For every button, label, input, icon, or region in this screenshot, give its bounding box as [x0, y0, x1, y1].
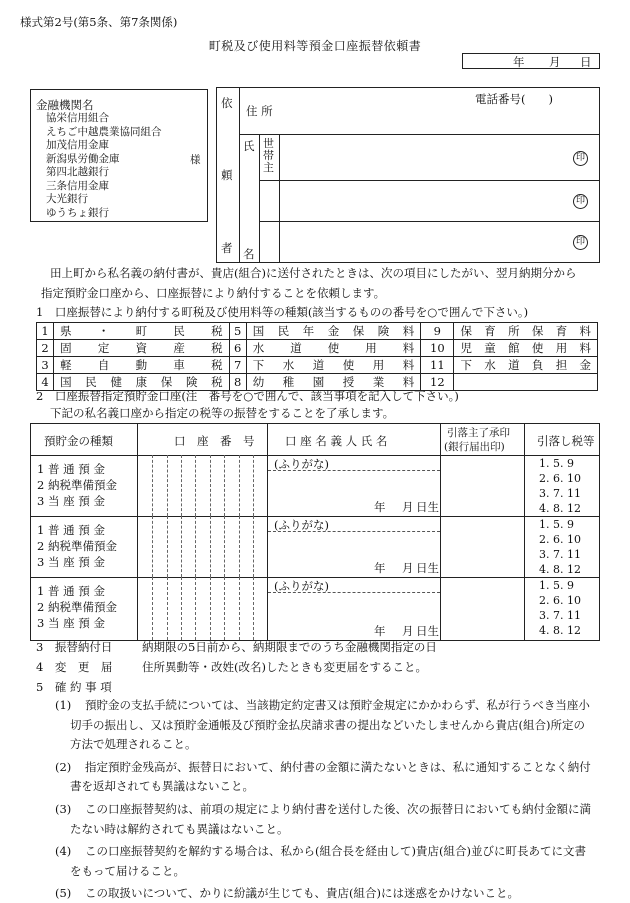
phone-label: 電話番号( )	[475, 92, 553, 106]
bank-name-box[interactable]	[30, 89, 208, 222]
clause-line: 書を返却されても異議はないこと。	[70, 779, 254, 794]
intro-line-2: 指定預貯金口座から、口座振替により納付することを依頼します。	[41, 286, 386, 300]
date-month-label: 月	[549, 55, 561, 69]
bank-item: 加茂信用金庫	[46, 139, 109, 151]
withdrawal-month-option[interactable]: 1. 5. 9	[539, 457, 574, 470]
birth-month-label: 月	[402, 500, 414, 514]
birth-day-label: 日生	[416, 624, 439, 638]
tax-row	[37, 357, 598, 374]
account-number-field[interactable]	[138, 455, 267, 516]
account-type-option[interactable]: 3 当 座 預 金	[37, 555, 105, 569]
digit-separator	[253, 577, 254, 640]
tax-item-label: 下水道使用料	[252, 358, 415, 372]
tax-item	[246, 340, 420, 357]
requester-side-char-1: 依	[221, 96, 233, 110]
digit-separator	[224, 516, 225, 577]
requester-side-label	[217, 88, 240, 262]
clause-line: をもって届けること。	[70, 863, 185, 878]
tax-row	[37, 340, 598, 357]
section2-subtitle: 下記の私名義口座から指定の税等の振替をすることを了承します。	[50, 406, 395, 420]
digit-separator	[167, 455, 168, 516]
tax-number[interactable]: 5	[229, 323, 246, 340]
account-row[interactable]	[31, 577, 599, 640]
date-year-label: 年	[513, 55, 525, 69]
birth-month-label: 月	[402, 561, 414, 575]
digit-separator	[152, 455, 153, 516]
bank-item: えちご中越農業協同組合	[46, 125, 162, 138]
furigana-label: (ふりがな)	[274, 579, 329, 593]
tax-item	[454, 340, 598, 357]
header-seal-line2: (銀行届出印)	[444, 441, 505, 453]
form-title: 町税及び使用料等預金口座振替依頼書	[208, 39, 422, 53]
tax-item	[454, 357, 598, 374]
digit-separator	[253, 516, 254, 577]
requester-side-char-2: 頼	[221, 168, 233, 182]
account-type-option[interactable]: 1 普 通 預 金	[37, 523, 105, 537]
withdrawal-month-option[interactable]: 1. 5. 9	[539, 579, 574, 592]
withdrawal-month-option[interactable]: 3. 7. 11	[539, 487, 581, 500]
account-seal-field[interactable]	[441, 516, 524, 577]
digit-separator	[167, 577, 168, 640]
header-type: 預貯金の種類	[44, 434, 113, 448]
digit-separator	[224, 455, 225, 516]
section3-label: 3 振替納付日	[36, 640, 113, 654]
tax-number[interactable]: 2	[37, 340, 54, 357]
intro-line-1: 田上町から私名義の納付書が、貴店(組合)に送付されたときは、次の項目にしたがい、翌月納期分から	[50, 266, 577, 280]
account-type-option[interactable]: 2 納税準備預金	[37, 539, 117, 553]
digit-separator	[239, 455, 240, 516]
account-type-option[interactable]: 1 普 通 預 金	[37, 584, 105, 598]
digit-separator	[152, 577, 153, 640]
clause-line: この口座振替契約を解約する場合は、私から(組合長を経由して)貴店(組合)並びに町長あてに文書	[85, 844, 586, 859]
clause-line: たない時は解約されても異議はないこと。	[70, 821, 289, 836]
account-type-option[interactable]: 2 納税準備預金	[37, 600, 117, 614]
clause-line: 指定預貯金残高が、振替日において、納付書の金額に満たないときは、私に通知することなく納付	[85, 759, 591, 774]
clause-number: (2)	[55, 759, 72, 774]
bank-item: 大光銀行	[46, 193, 88, 205]
birth-day-label: 日生	[416, 561, 439, 575]
birth-month-label: 月	[402, 624, 414, 638]
birth-year-label: 年	[374, 500, 386, 514]
withdrawal-month-option[interactable]: 1. 5. 9	[539, 518, 574, 531]
section4-label: 4 変 更 届	[36, 660, 113, 674]
furigana-label: (ふりがな)	[274, 518, 329, 532]
digit-separator	[195, 455, 196, 516]
digit-separator	[181, 577, 182, 640]
clause-line: 方法で処理されること。	[70, 737, 197, 752]
header-number: 口 座 番 号	[174, 434, 255, 448]
tax-item-label: 下水道負担金	[460, 358, 591, 372]
clause-line: 預貯金の支払手続については、当該勘定約定書又は預貯金規定にかかわらず、私が行うべき当座小	[85, 698, 590, 712]
account-seal-field[interactable]	[441, 577, 524, 640]
name-field-2[interactable]	[279, 180, 599, 222]
furigana-label: (ふりがな)	[274, 457, 329, 471]
tax-row	[37, 323, 598, 340]
clause-number: (1)	[55, 698, 72, 712]
tax-item-label: 水道使用料	[252, 341, 415, 355]
bank-item: ゆうちょ銀行	[46, 206, 109, 219]
digit-separator	[210, 516, 211, 577]
name-divider-left	[259, 221, 279, 222]
householder-cell	[259, 134, 279, 181]
name-field-1[interactable]	[279, 134, 599, 181]
form-number: 様式第2号(第5条、第7条関係)	[20, 15, 178, 29]
withdrawal-month-option[interactable]: 4. 8. 12	[539, 624, 581, 637]
tax-item-label: 国民健康保険税	[60, 375, 223, 389]
digit-separator	[239, 577, 240, 640]
account-type-option[interactable]: 2 納税準備預金	[37, 478, 117, 492]
section5-title: 5 確 約 事 項	[36, 680, 112, 694]
clause-line: この口座振替契約は、前項の規定により納付書を送付した後、次の振替日においても納付金額に満	[85, 802, 591, 816]
tax-item	[246, 323, 420, 340]
section1-title: 1 口座振替により納付する町税及び使用料等の種類(該当するものの番号を○で囲んで下さい。)	[36, 305, 529, 319]
withdrawal-month-option[interactable]: 3. 7. 11	[539, 548, 581, 561]
tax-number[interactable]: 1	[37, 323, 54, 340]
furigana-field[interactable]	[268, 455, 440, 471]
digit-separator	[181, 516, 182, 577]
section3-text: 納期限の5日前から、納期限までのうち金融機関指定の日	[142, 640, 437, 654]
name-label-top: 氏	[243, 139, 255, 153]
digit-separator	[224, 577, 225, 640]
tax-number[interactable]: 12	[421, 374, 454, 391]
withdrawal-month-option[interactable]: 2. 6. 10	[539, 533, 581, 546]
withdrawal-month-option[interactable]: 4. 8. 12	[539, 502, 581, 515]
bank-suffix: 様	[190, 154, 201, 166]
tax-number[interactable]: 3	[37, 357, 54, 374]
account-type-option[interactable]: 3 当 座 預 金	[37, 494, 105, 508]
bank-name-label: 金融機関名	[36, 98, 94, 112]
clause-number: (3)	[55, 802, 72, 816]
digit-separator	[210, 455, 211, 516]
clause-line: この取扱いについて、かりに紛議が生じても、貴店(組合)には迷惑をかけないこと。	[85, 886, 520, 901]
birth-year-label: 年	[374, 624, 386, 638]
seal-mark-2: 印	[573, 194, 588, 209]
withdrawal-month-option[interactable]: 4. 8. 12	[539, 563, 581, 576]
requester-side-char-3: 者	[221, 241, 233, 255]
tax-item-label: 保育所保育料	[460, 324, 591, 338]
tax-item	[454, 374, 598, 391]
account-holder-field[interactable]	[268, 577, 440, 640]
tax-item	[54, 357, 229, 374]
name-label-column	[239, 134, 260, 262]
header-months: 引落し税等	[537, 434, 595, 448]
seal-mark-1: 印	[573, 151, 588, 166]
birth-year-label: 年	[374, 561, 386, 575]
tax-number[interactable]: 9	[421, 323, 454, 340]
tax-item	[454, 323, 598, 340]
date-day-label: 日	[580, 55, 592, 69]
digit-separator	[239, 516, 240, 577]
tax-item-label: 児童館使用料	[460, 341, 591, 355]
address-row[interactable]	[239, 88, 599, 135]
clause-number: (4)	[55, 844, 72, 859]
tax-item-label: 幼稚園授業料	[252, 375, 415, 389]
account-holder-field[interactable]	[268, 516, 440, 577]
bank-item: 三条信用金庫	[46, 179, 109, 192]
account-holder-field[interactable]	[268, 455, 440, 516]
header-seal-line1: 引落主了承印	[447, 427, 510, 439]
householder-label: 世帯主	[263, 137, 274, 174]
tax-item-label: 固定資産税	[60, 341, 223, 355]
bank-item: 新潟県労働金庫	[46, 152, 120, 165]
bank-item: 第四北越銀行	[46, 166, 109, 178]
tax-item-label: 県・町民税	[60, 324, 223, 338]
tax-number[interactable]: 8	[229, 374, 246, 391]
withdrawal-month-option[interactable]: 2. 6. 10	[539, 594, 581, 607]
tax-item	[246, 357, 420, 374]
bank-item: 協栄信用組合	[46, 112, 109, 124]
digit-separator	[152, 516, 153, 577]
tax-type-table	[36, 322, 598, 391]
tax-item	[54, 323, 229, 340]
digit-separator	[253, 455, 254, 516]
withdrawal-month-option[interactable]: 2. 6. 10	[539, 472, 581, 485]
bank-list	[46, 112, 162, 220]
tax-item-label: 国民年金保険料	[252, 324, 415, 338]
birth-day-label: 日生	[416, 500, 439, 514]
clause-number: (5)	[55, 886, 72, 901]
account-number-field[interactable]	[138, 577, 267, 640]
account-row[interactable]	[31, 455, 599, 516]
digit-separator	[167, 516, 168, 577]
tax-item	[54, 340, 229, 357]
header-holder: 口 座 名 義 人 氏 名	[285, 434, 388, 448]
tax-number[interactable]: 4	[37, 374, 54, 391]
account-row[interactable]	[31, 516, 599, 577]
account-header-row	[31, 424, 599, 456]
digit-separator	[181, 455, 182, 516]
address-label: 住 所	[246, 104, 273, 118]
tax-number[interactable]: 6	[229, 340, 246, 357]
account-type-option[interactable]: 3 当 座 預 金	[37, 616, 105, 630]
section4-text: 住所異動等・改姓(改名)したときも変更届をすること。	[142, 660, 427, 674]
furigana-field[interactable]	[268, 577, 440, 593]
householder-column	[259, 134, 280, 262]
tax-number[interactable]: 11	[421, 357, 454, 374]
name-field-3[interactable]	[279, 221, 599, 262]
account-seal-field[interactable]	[441, 455, 524, 516]
withdrawal-month-option[interactable]: 3. 7. 11	[539, 609, 581, 622]
seal-mark-3: 印	[573, 235, 588, 250]
account-type-option[interactable]: 1 普 通 預 金	[37, 462, 105, 476]
date-field[interactable]	[462, 53, 600, 69]
name-label-bottom: 名	[243, 247, 255, 261]
digit-separator	[195, 516, 196, 577]
requester-box	[216, 87, 600, 263]
tax-number[interactable]: 10	[421, 340, 454, 357]
section2-title: 2 口座振替指定預貯金口座(注 番号を○で囲んで、該当事項を記入して下さい。)	[36, 389, 459, 403]
furigana-field[interactable]	[268, 516, 440, 532]
digit-separator	[210, 577, 211, 640]
tax-item-label: 軽自動車税	[60, 358, 223, 372]
account-number-field[interactable]	[138, 516, 267, 577]
digit-separator	[195, 577, 196, 640]
clause-line: 切手の振出し、又は預貯金通帳及び預貯金払戻請求書の提出などいたしませんから貴店(組合)所定の	[70, 717, 585, 732]
account-table	[30, 423, 600, 641]
tax-number[interactable]: 7	[229, 357, 246, 374]
